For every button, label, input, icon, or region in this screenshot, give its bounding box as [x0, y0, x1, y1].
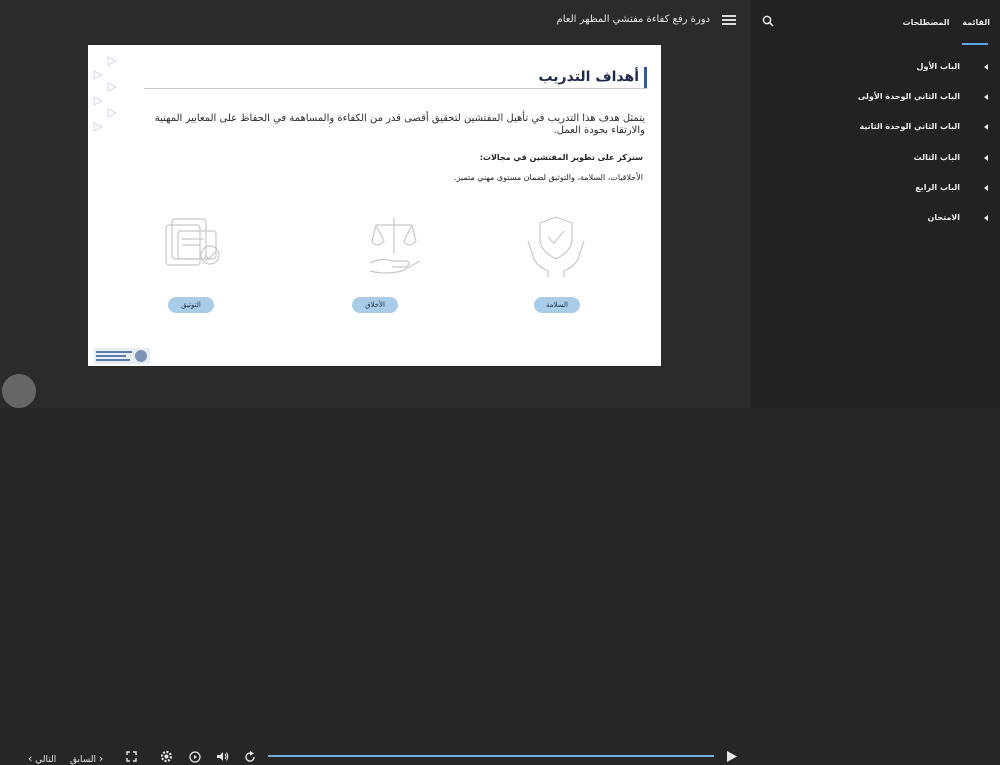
player-controls	[0, 368, 750, 765]
heading-accent-bar	[644, 67, 647, 89]
decorative-triangles-icon	[90, 53, 124, 143]
chevron-left-icon	[984, 155, 988, 161]
volume-icon[interactable]	[216, 750, 229, 763]
focus-areas: الأخلاقيات، السلامة، والتوثيق لضمان مستوى مهني متميز.	[454, 173, 643, 182]
focus-statement: سنركز على تطوير المفتشين في مجالات:	[479, 153, 643, 162]
active-tab-indicator	[962, 43, 988, 45]
course-title: دورة رفع كفاءة مفتشي المظهر العام	[556, 14, 710, 25]
sidebar-item-chapter-1[interactable]: الباب الأول	[916, 62, 960, 71]
search-icon[interactable]	[762, 15, 774, 27]
pill-safety[interactable]: السلامة	[534, 297, 580, 313]
chevron-left-icon	[984, 185, 988, 191]
sidebar-item-chapter-2-unit-1[interactable]: الباب الثاني الوحدة الأولى	[857, 92, 960, 101]
previous-label: السابق	[70, 755, 97, 765]
organization-logo-icon	[94, 348, 150, 364]
replay-icon[interactable]	[244, 751, 256, 763]
sidebar-tabs	[893, 18, 990, 27]
play-icon[interactable]	[726, 750, 738, 763]
tab-menu[interactable]: القائمة	[962, 18, 990, 27]
progress-bar[interactable]	[268, 755, 714, 757]
objective-paragraph: يتمثل هدف هذا التدريب في تأهيل المفتشين لتحقيق أقصى قدر من الكفاءة والمساهمة في الحفاظ على المعايير المهنية والارتقاء بجودة العمل.	[154, 113, 645, 136]
fullscreen-icon[interactable]	[126, 751, 137, 762]
floating-assistant-avatar[interactable]	[2, 374, 36, 408]
sidebar	[750, 0, 1000, 408]
chevron-left-icon	[984, 215, 988, 221]
chevron-left-icon	[984, 64, 988, 70]
justice-scale-hand-icon	[362, 211, 426, 279]
settings-gear-icon[interactable]	[160, 750, 173, 763]
sidebar-item-chapter-4[interactable]: الباب الرابع	[915, 183, 960, 192]
chevron-left-icon	[984, 124, 988, 130]
sidebar-item-chapter-2-unit-2[interactable]: الباب الثاني الوحدة الثانية	[859, 122, 960, 131]
player-topbar	[0, 0, 750, 42]
sidebar-item-exam[interactable]: الامتحان	[927, 213, 960, 222]
previous-button[interactable]: السابق ›	[70, 752, 104, 765]
tab-glossary[interactable]: المصطلحات	[902, 18, 950, 27]
pill-ethics[interactable]: الأخلاق	[352, 297, 398, 313]
pill-documentation[interactable]: التوثيق	[168, 297, 214, 313]
sidebar-item-chapter-3[interactable]: الباب الثالث	[913, 153, 960, 162]
next-label: التالي	[35, 755, 57, 765]
chevron-left-icon	[984, 94, 988, 100]
safety-shield-hands-icon	[524, 211, 588, 279]
captions-icon[interactable]	[189, 751, 201, 763]
slide-canvas	[88, 45, 661, 366]
documents-icon	[160, 211, 224, 279]
heading-divider	[144, 88, 647, 89]
next-button[interactable]: ‹ التالي	[28, 752, 57, 765]
hamburger-menu-icon[interactable]	[722, 15, 736, 25]
slide-heading: أهداف التدريب	[538, 69, 639, 85]
